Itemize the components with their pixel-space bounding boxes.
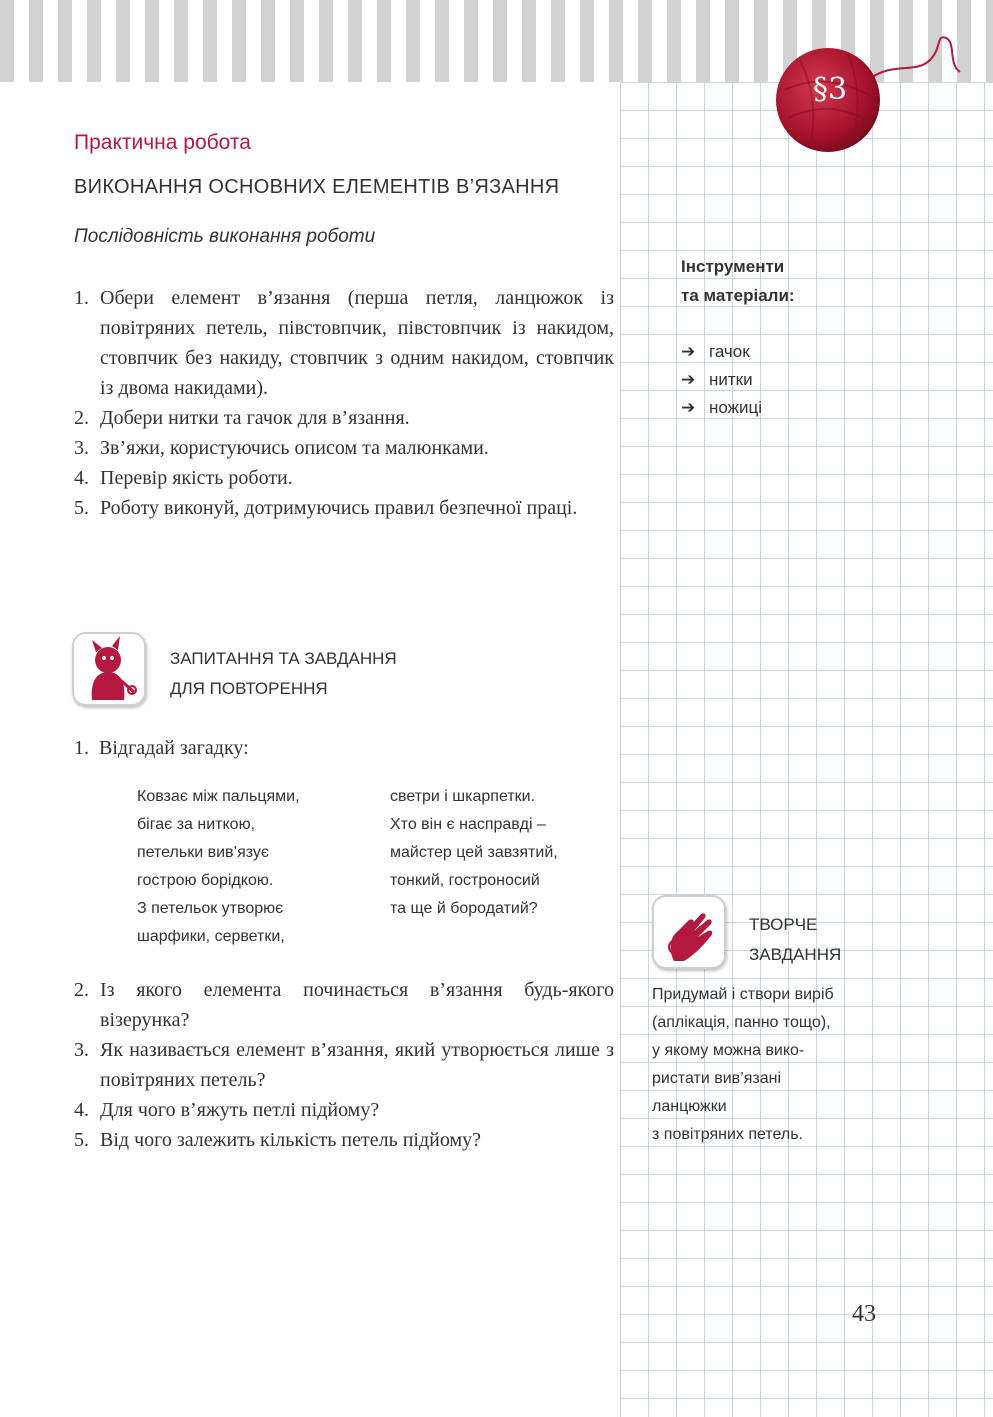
heading-line: ЗАПИТАННЯ ТА ЗАВДАННЯ: [170, 649, 397, 668]
list-item: [74, 463, 614, 493]
item-text: Із якого елемента починається в’язання будь-якого візерунка?: [100, 979, 614, 1031]
list-item: [74, 403, 614, 433]
riddle-line: Хто він є насправді –: [390, 816, 546, 833]
heading-line: ЗАВДАННЯ: [749, 945, 842, 964]
text-line: у якому можна вико-: [652, 1042, 805, 1059]
text-line: ристати вив’язані: [652, 1070, 782, 1087]
tools-list: [681, 338, 762, 422]
item-text: Перевір якість роботи.: [100, 467, 293, 489]
tools-title-line: та матеріали:: [681, 286, 795, 305]
subtitle: Послідовність виконання роботи: [74, 226, 376, 247]
tool-name: нитки: [709, 370, 753, 389]
list-item: [681, 394, 762, 422]
margin-grid: [620, 82, 993, 1417]
text-line: з повітряних петель.: [652, 1126, 803, 1143]
item-text: Відгадай загадку:: [99, 737, 249, 759]
item-text: Від чого залежить кількість петель підйому?: [100, 1129, 482, 1151]
list-item: [74, 1035, 614, 1095]
riddle-line: светри і шкарпетки.: [390, 788, 536, 805]
creative-heading: [749, 910, 841, 970]
tools-title-line: Інструменти: [681, 257, 785, 276]
riddle-line: шарфики, серветки,: [137, 928, 285, 945]
riddle-line: та ще й бородатий?: [390, 900, 538, 917]
item-number: 3.: [74, 437, 89, 459]
creative-task-icon: [652, 895, 726, 969]
item-number: 2.: [74, 979, 89, 1001]
item-number: 4.: [74, 1099, 89, 1121]
paragraph-mark: §3: [812, 72, 848, 107]
creative-task-text: [652, 981, 834, 1149]
item-text: Добери нитки та гачок для в’язання.: [100, 407, 410, 429]
riddle-line: тонкий, гостроносий: [390, 872, 540, 889]
tools-title: [681, 252, 795, 310]
item-number: 3.: [74, 1039, 89, 1061]
item-number: 1.: [74, 287, 89, 309]
list-item: [74, 1125, 614, 1155]
item-text: Обери елемент в’язання (перша петля, ланцюжок із повітряних петель, півстовпчик, півстовпчик із накидом, стовпчик без накиду, стовпчик з одним накидом, стовпчик із двома накидами).: [100, 287, 614, 399]
riddle-right-column: [390, 783, 558, 923]
item-number: 1.: [74, 737, 89, 759]
text-line: ланцюжки: [652, 1098, 727, 1115]
riddle-line: майстер цей завзятий,: [390, 844, 558, 861]
riddle-line: петельки вив’язує: [137, 844, 270, 861]
item-text: Для чого в’яжуть петлі підйому?: [100, 1099, 380, 1121]
text-line: (аплікація, панно тощо),: [652, 1014, 831, 1031]
item-number: 5.: [74, 1129, 89, 1151]
arrow-icon: ➔: [681, 398, 696, 418]
item-number: 5.: [74, 497, 89, 519]
steps-list: [74, 283, 614, 523]
questions-list: [74, 975, 614, 1155]
arrow-icon: ➔: [681, 370, 696, 390]
yarn-ball-icon: [770, 20, 970, 170]
item-text: Як називається елемент в’язання, який утворюється лише з повітряних петель?: [100, 1039, 614, 1091]
riddle-line: Ковзає між пальцями,: [137, 788, 300, 805]
item-number: 2.: [74, 407, 89, 429]
riddle-line: гострою борідкою.: [137, 872, 274, 889]
riddle-line: З петельок утворює: [137, 900, 284, 917]
heading-line: ДЛЯ ПОВТОРЕННЯ: [170, 679, 328, 698]
riddle-intro: [74, 733, 249, 763]
tool-name: гачок: [709, 342, 750, 361]
item-text: Зв’яжи, користуючись описом та малюнками.: [100, 437, 489, 459]
tool-name: ножиці: [709, 398, 763, 417]
list-item: [681, 366, 762, 394]
list-item: [74, 1095, 614, 1125]
riddle-line: бігає за ниткою,: [137, 816, 256, 833]
item-number: 4.: [74, 467, 89, 489]
list-item: [74, 975, 614, 1035]
questions-heading: [170, 644, 397, 704]
questions-icon: [72, 632, 146, 706]
list-item: [681, 338, 762, 366]
text-line: Придумай і створи виріб: [652, 986, 834, 1003]
list-item: [74, 433, 614, 463]
arrow-icon: ➔: [681, 342, 696, 362]
page-number: 43: [852, 1301, 876, 1327]
heading-line: ТВОРЧЕ: [749, 915, 818, 934]
riddle-left-column: [137, 783, 300, 951]
list-item: [74, 283, 614, 403]
section-label: Практична робота: [74, 131, 251, 154]
item-text: Роботу виконуй, дотримуючись правил безпечної праці.: [100, 497, 578, 519]
list-item: [74, 493, 614, 523]
page-title: ВИКОНАННЯ ОСНОВНИХ ЕЛЕМЕНТІВ В’ЯЗАННЯ: [74, 176, 560, 198]
